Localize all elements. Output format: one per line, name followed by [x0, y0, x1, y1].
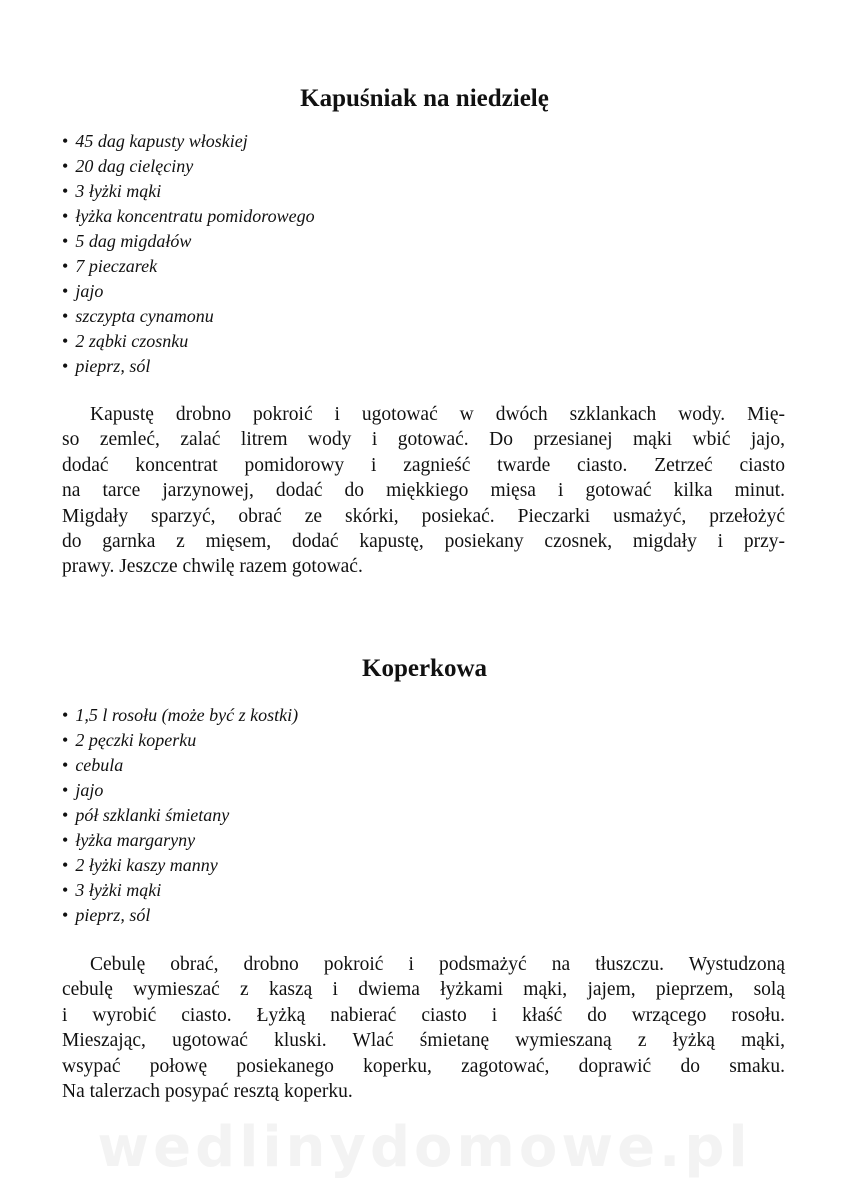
ingredient: • 3 łyżki mąki — [62, 179, 315, 204]
ingredient: • 7 pieczarek — [62, 254, 315, 279]
instruction-line: prawy. Jeszcze chwilę razem gotować. — [62, 556, 363, 578]
instruction-line: Mieszając, ugotować kluski. Wlać śmietanę wymieszaną z łyżką mąki, — [62, 1030, 785, 1052]
ingredient-list — [62, 703, 298, 928]
ingredient: • szczypta cynamonu — [62, 304, 315, 329]
instruction-line: Migdały sparzyć, obrać ze skórki, posiekać. Pieczarki usmażyć, przełożyć — [62, 505, 785, 527]
instruction-line: Cebulę obrać, drobno pokroić i podsmażyć na tłuszczu. Wystudzoną — [90, 954, 785, 975]
ingredient: • 3 łyżki mąki — [62, 878, 298, 903]
instruction-line: na tarce jarzynowej, dodać do miękkiego mięsa i gotować kilka minut. — [62, 480, 785, 502]
ingredient: • łyżka margaryny — [62, 828, 298, 853]
ingredient: • 1,5 l rosołu (może być z kostki) — [62, 703, 298, 728]
instruction-line: cebulę wymieszać z kaszą i dwiema łyżkami mąki, jajem, pieprzem, solą — [62, 979, 785, 1001]
instruction-line: so zemleć, zalać litrem wody i gotować. Do przesianej mąki wbić jajo, — [62, 429, 785, 451]
ingredient: • 5 dag migdałów — [62, 229, 315, 254]
ingredient: • łyżka koncentratu pomidorowego — [62, 204, 315, 229]
watermark: wedlinydomowe.pl — [97, 1115, 752, 1180]
ingredient: • pieprz, sól — [62, 354, 315, 379]
recipe-title: Koperkowa — [362, 655, 487, 682]
instruction-line: dodać koncentrat pomidorowy i zagnieść twarde ciasto. Zetrzeć ciasto — [62, 454, 785, 476]
instruction-line: i wyrobić ciasto. Łyżką nabierać ciasto i kłaść do wrzącego rosołu. — [62, 1004, 785, 1026]
ingredient: • jajo — [62, 778, 298, 803]
instruction-line: Kapustę drobno pokroić i ugotować w dwóch szklankach wody. Mię- — [90, 404, 785, 425]
ingredient: • pieprz, sól — [62, 903, 298, 928]
ingredient: • 2 łyżki kaszy manny — [62, 853, 298, 878]
instructions — [62, 952, 785, 1104]
ingredient-list — [62, 129, 315, 379]
ingredient: • 2 pęczki koperku — [62, 728, 298, 753]
ingredient: • pół szklanki śmietany — [62, 803, 298, 828]
ingredient: • 2 ząbki czosnku — [62, 329, 315, 354]
ingredient: • jajo — [62, 279, 315, 304]
instructions — [62, 402, 785, 580]
instruction-line: wsypać połowę posiekanego koperku, zagotować, doprawić do smaku. — [62, 1055, 785, 1077]
ingredient: • cebula — [62, 753, 298, 778]
recipe-title: Kapuśniak na niedzielę — [300, 85, 549, 112]
ingredient: • 20 dag cielęciny — [62, 154, 315, 179]
instruction-line: Na talerzach posypać resztą koperku. — [62, 1080, 353, 1102]
instruction-line: do garnka z mięsem, dodać kapustę, posiekany czosnek, migdały i przy- — [62, 530, 785, 552]
ingredient: • 45 dag kapusty włoskiej — [62, 129, 315, 154]
